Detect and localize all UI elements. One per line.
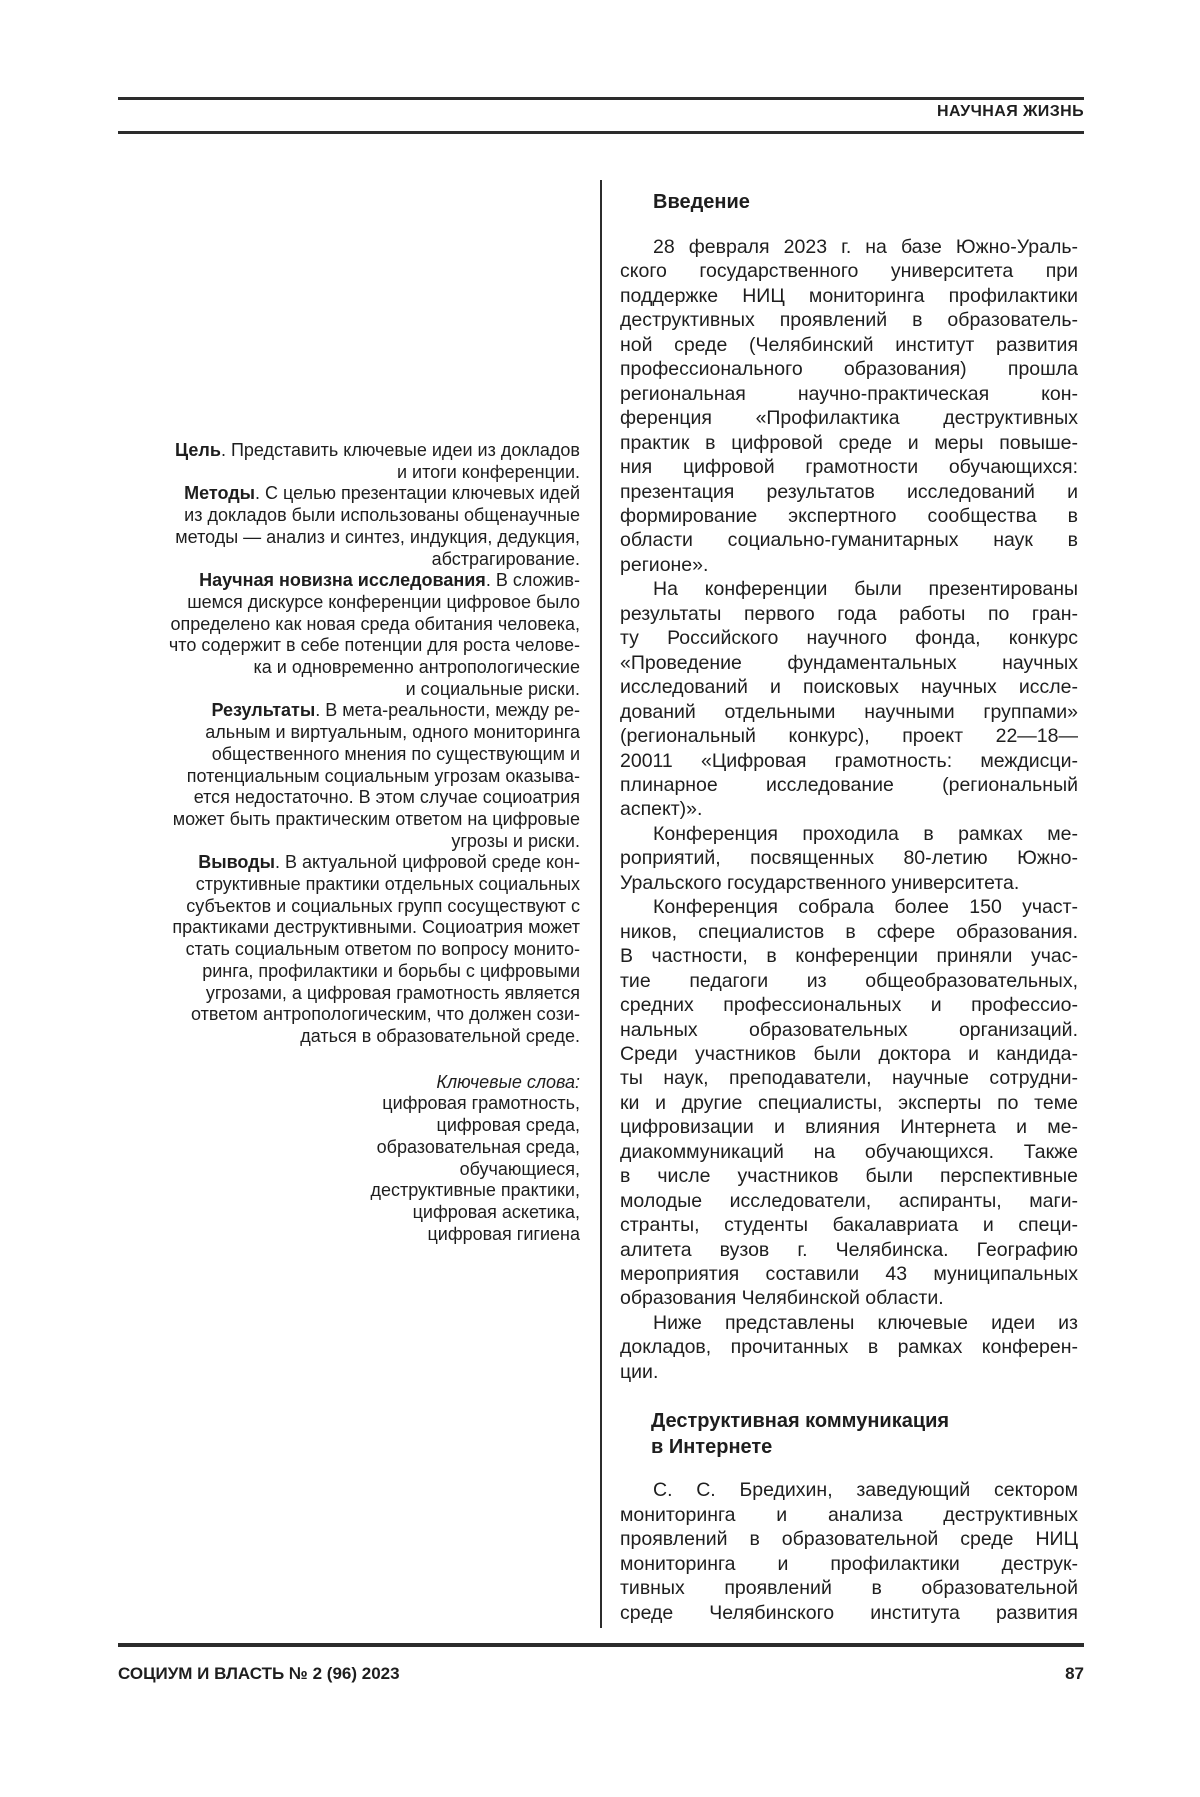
section-paragraphs (620, 1478, 1078, 1625)
abstract-line: может быть практическим ответом на цифровые (172, 808, 580, 829)
body-line: проявлений в образовательной среде НИЦ (620, 1528, 1078, 1551)
abstract-line: субъектов и социальных групп сосуществуют с (186, 895, 580, 916)
section-heading-line: в Интернете (651, 1436, 773, 1459)
abstract-line: стать социальным ответом по вопросу монито- (185, 939, 580, 960)
body-line: 28 февраля 2023 г. на базе Южно-Ураль- (653, 236, 1078, 258)
body-line: ского государственного университета при (620, 260, 1078, 283)
body-line: алитета вузов г. Челябинска. Географию (620, 1238, 1078, 1261)
body-line: региональная научно-практическая кон- (620, 382, 1078, 405)
body-line: ки и другие специалисты, эксперты по теме (620, 1091, 1078, 1114)
body-line: формирование экспертного сообщества в (620, 504, 1078, 527)
keywords-block (118, 1072, 580, 1246)
abstract-line: потенциальным социальным угрозам оказыва- (186, 765, 580, 786)
body-line: области социально-гуманитарных наук в (620, 529, 1078, 552)
section-heading-line: Деструктивная коммуникация (651, 1410, 950, 1433)
body-line: странты, студенты бакалавриата и специ- (620, 1214, 1078, 1237)
body-line: ту Российского научного фонда, конкурс (620, 627, 1078, 650)
body-line: (региональный конкурс), проект 22—18— (620, 725, 1078, 748)
body-line: поддержке НИЦ мониторинга профилактики (620, 284, 1078, 307)
intro-heading: Введение (653, 191, 750, 213)
abstract-line: общественного мнения по существующим и (211, 743, 580, 764)
abstract-line: структивные практики отдельных социальных (195, 874, 580, 895)
body-line: В частности, в конференции приняли учас- (620, 945, 1078, 968)
body-line: 20011 «Цифровая грамотность: междисци- (620, 749, 1078, 772)
abstract-line: Выводы. В актуальной цифровой среде кон- (198, 852, 580, 873)
body-line: Ниже представлены ключевые идеи из (653, 1311, 1078, 1334)
keyword-line: цифровая аскетика, (412, 1201, 580, 1222)
body-line: тие педагоги из общеобразовательных, (620, 969, 1078, 992)
abstract-line: Методы. С целью презентации ключевых идей (184, 483, 580, 504)
abstract-line: Результаты. В мета-реальности, между ре- (211, 700, 580, 721)
body-line: тивных проявлений в образовательной (620, 1577, 1078, 1600)
body-line: На конференции были презентированы (653, 578, 1078, 601)
footer-rule (118, 1643, 1084, 1647)
abstract-line: определено как новая среда обитания человека, (170, 613, 580, 634)
body-line: образования Челябинской области. (620, 1287, 944, 1310)
body-line: среде Челябинского института развития (620, 1601, 1078, 1624)
header-rule-bottom (118, 131, 1084, 134)
abstract-line: практиками деструктивными. Социоатрия может (172, 917, 580, 938)
body-line: докладов, прочитанных в рамках конферен- (620, 1336, 1078, 1359)
abstract-line: шемся дискурсе конференции цифровое было (187, 591, 580, 612)
body-line: мониторинга и профилактики деструк- (620, 1552, 1078, 1575)
body-line: нальных образовательных организаций. (620, 1018, 1078, 1041)
body-line: исследований и поисковых научных иссле- (620, 676, 1078, 699)
body-line: ференция «Профилактика деструктивных (620, 407, 1078, 430)
keyword-line: цифровая гигиена (427, 1223, 580, 1244)
body-line: мониторинга и анализа деструктивных (620, 1503, 1078, 1526)
body-line: профессионального образования) прошла (620, 358, 1078, 381)
abstract-line: и социальные риски. (405, 678, 580, 699)
body-line: презентация результатов исследований и (620, 480, 1078, 503)
page-number: 87 (1065, 1664, 1084, 1683)
abstract-line: ответом антропологическим, что должен сози- (190, 1004, 580, 1025)
body-line: ников, специалистов в сфере образования. (620, 920, 1078, 943)
body-line: Среди участников были доктора и кандида- (620, 1042, 1078, 1065)
keyword-line: цифровая грамотность, (382, 1093, 580, 1114)
body-line: регионе». (620, 553, 709, 576)
abstract-section-label: Цель (175, 440, 221, 460)
keyword-line: деструктивные практики, (370, 1180, 580, 1201)
body-line: ной среде (Челябинский институт развития (620, 333, 1078, 356)
section-heading (651, 1408, 1078, 1460)
body-line: диакоммуникаций на обучающихся. Также (620, 1140, 1078, 1163)
abstract-line: ринга, профилактики и борьбы с цифровыми (202, 960, 580, 981)
body-line: цифровизации и влияния Интернета и ме- (620, 1116, 1078, 1139)
abstract-line: угрозы и риски. (451, 830, 580, 851)
body-line: в числе участников были перспективные (620, 1165, 1078, 1188)
footer (118, 1664, 1084, 1684)
journal-title: СОЦИУМ И ВЛАСТЬ № 2 (96) 2023 (118, 1664, 400, 1683)
running-head: НАУЧНАЯ ЖИЗНЬ (937, 103, 1084, 120)
body-line: деструктивных проявлений в образователь- (620, 309, 1078, 332)
body-line: средних профессиональных и профессио- (620, 994, 1078, 1017)
body-line: аспект)». (620, 798, 703, 821)
abstract-line: ка и одновременно антропологические (253, 657, 580, 678)
abstract-line: Научная новизна исследования. В сложив- (199, 570, 580, 591)
abstract-line: ется недостаточно. В этом случае социоатрия (193, 787, 580, 808)
abstract-line: и итоги конференции. (396, 461, 580, 482)
body-line: результаты первого года работы по гран- (620, 602, 1078, 625)
body-line: Конференция проходила в рамках ме- (653, 822, 1078, 845)
abstract-line: Цель. Представить ключевые идеи из докладов (175, 440, 580, 460)
column-divider (600, 180, 602, 1628)
abstract-sections (118, 440, 580, 1048)
body-line: «Проведение фундаментальных научных (620, 651, 1078, 674)
body-line: дований отдельными научными группами» (620, 700, 1078, 723)
abstract-line: даться в образовательной среде. (300, 1025, 580, 1046)
body-line: мероприятия составили 43 муниципальных (620, 1263, 1078, 1286)
body-line: ции. (620, 1360, 659, 1383)
keywords-list (118, 1093, 580, 1245)
body-line: практик в цифровой среде и меры повыше- (620, 431, 1078, 454)
abstract-column (118, 440, 580, 1245)
abstract-section-label: Выводы (198, 852, 275, 873)
abstract-line: что содержит в себе потенции для роста челове- (168, 635, 580, 656)
keywords-label: Ключевые слова: (436, 1071, 580, 1092)
body-line: С. С. Бредихин, заведующий сектором (653, 1479, 1078, 1502)
body-line: ния цифровой грамотности обучающихся: (620, 456, 1078, 479)
abstract-line: абстрагирование. (431, 548, 580, 569)
abstract-line: из докладов были использованы общенаучные (184, 505, 580, 526)
abstract-section-label: Методы (184, 483, 256, 504)
abstract-line: альным и виртуальным, одного мониторинга (205, 722, 580, 743)
body-line: Конференция собрала более 150 участ- (653, 896, 1078, 919)
keyword-line: цифровая среда, (436, 1115, 580, 1136)
keyword-line: образовательная среда, (376, 1136, 580, 1157)
abstract-line: угрозами, а цифровая грамотность является (205, 982, 580, 1003)
body-line: Уральского государственного университета. (620, 871, 1020, 894)
body-line: молодые исследователи, аспиранты, маги- (620, 1189, 1078, 1212)
body-line: роприятий, посвященных 80-летию Южно- (620, 847, 1078, 870)
keyword-line: обучающиеся, (459, 1158, 580, 1179)
body-line: ты наук, преподаватели, научные сотрудни- (620, 1067, 1078, 1090)
article-column (620, 190, 1078, 1625)
abstract-section-label: Научная новизна исследования (199, 570, 486, 591)
abstract-line: методы — анализ и синтез, индукция, дедукция, (175, 526, 580, 547)
intro-paragraphs (620, 235, 1078, 1384)
abstract-section-label: Результаты (211, 700, 316, 721)
body-line: плинарное исследование (региональный (620, 773, 1078, 796)
header-rule-top (118, 97, 1084, 100)
